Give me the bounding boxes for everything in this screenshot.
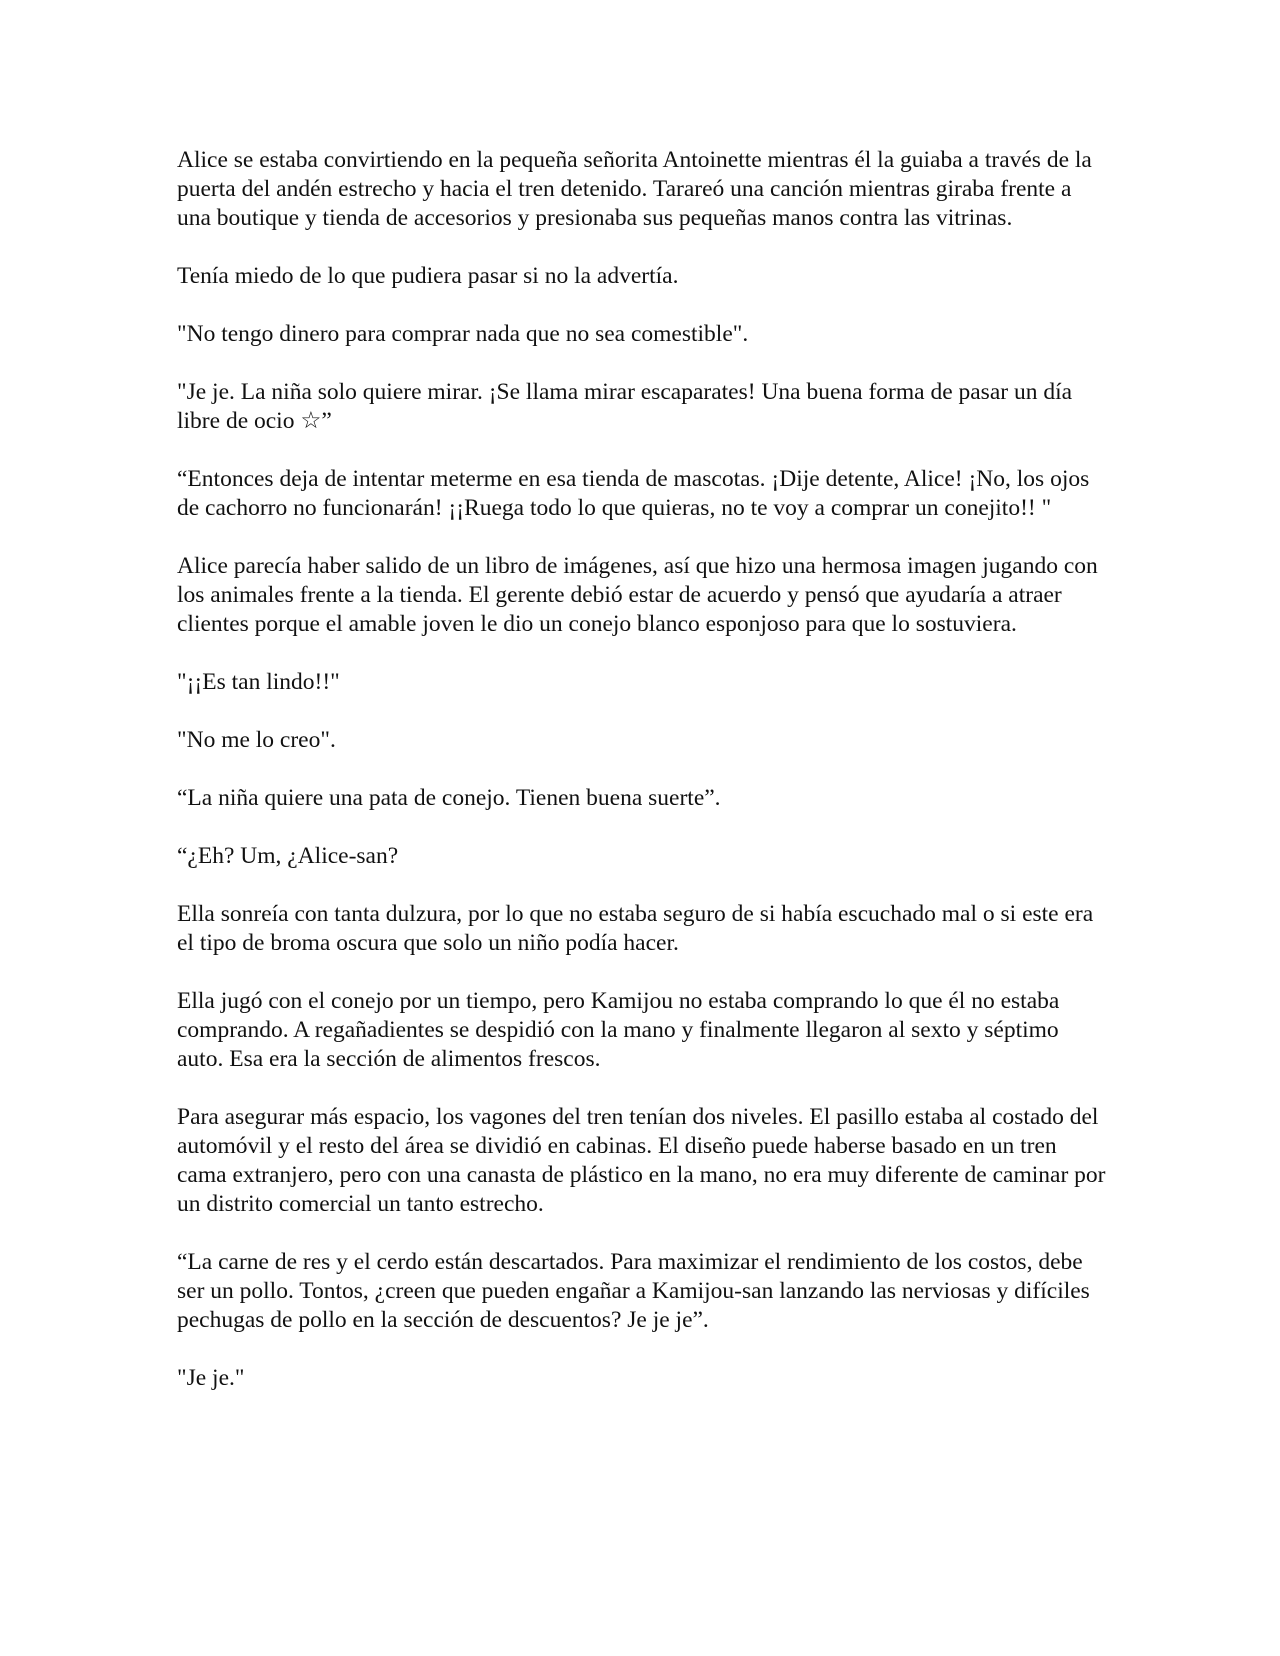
paragraph: “La carne de res y el cerdo están descartados. Para maximizar el rendimiento de los costos, debe ser un pollo. Tontos, ¿creen que pueden engañar a Kamijou-san lanzando las nerviosas y difíciles pechugas de pollo en la sección de descuentos? Je je je”. xyxy=(177,1249,1090,1333)
paragraph: “¿Eh? Um, ¿Alice-san? xyxy=(177,843,399,869)
paragraph: "Je je. La niña solo quiere mirar. ¡Se llama mirar escaparates! Una buena forma de pasar un día libre de ocio ☆” xyxy=(177,379,1073,434)
paragraph: “Entonces deja de intentar meterme en esa tienda de mascotas. ¡Dije detente, Alice! ¡No, los ojos de cachorro no funcionarán! ¡¡Ruega todo lo que quieras, no te voy a comprar un conejito!! " xyxy=(177,466,1090,521)
paragraph: Tenía miedo de lo que pudiera pasar si no la advertía. xyxy=(177,263,679,289)
paragraph: "¡¡Es tan lindo!!" xyxy=(177,669,340,695)
paragraph: "No tengo dinero para comprar nada que no sea comestible". xyxy=(177,321,749,347)
paragraph: Alice se estaba convirtiendo en la pequeña señorita Antoinette mientras él la guiaba a través de la puerta del andén estrecho y hacia el tren detenido. Tarareó una canción mientras giraba frente a una boutique y tienda de accesorios y presionaba sus pequeñas manos contra las vitrinas. xyxy=(177,147,1092,231)
paragraph: “La niña quiere una pata de conejo. Tienen buena suerte”. xyxy=(177,785,721,811)
body-text xyxy=(177,146,1107,1422)
paragraph: Para asegurar más espacio, los vagones del tren tenían dos niveles. El pasillo estaba al costado del automóvil y el resto del área se dividió en cabinas. El diseño puede haberse basado en un tren cama extranjero, pero con una canasta de plástico en la mano, no era muy diferente de caminar por un distrito comercial un tanto estrecho. xyxy=(177,1104,1106,1217)
paragraph: Ella jugó con el conejo por un tiempo, pero Kamijou no estaba comprando lo que él no estaba comprando. A regañadientes se despidió con la mano y finalmente llegaron al sexto y séptimo auto. Esa era la sección de alimentos frescos. xyxy=(177,988,1060,1072)
paragraph: Alice parecía haber salido de un libro de imágenes, así que hizo una hermosa imagen jugando con los animales frente a la tienda. El gerente debió estar de acuerdo y pensó que ayudaría a atraer clientes porque el amable joven le dio un conejo blanco esponjoso para que lo sostuviera. xyxy=(177,553,1098,637)
paragraph: "No me lo creo". xyxy=(177,727,336,753)
paragraph: Ella sonreía con tanta dulzura, por lo que no estaba seguro de si había escuchado mal o si este era el tipo de broma oscura que solo un niño podía hacer. xyxy=(177,901,1094,956)
paragraph: "Je je." xyxy=(177,1365,245,1391)
